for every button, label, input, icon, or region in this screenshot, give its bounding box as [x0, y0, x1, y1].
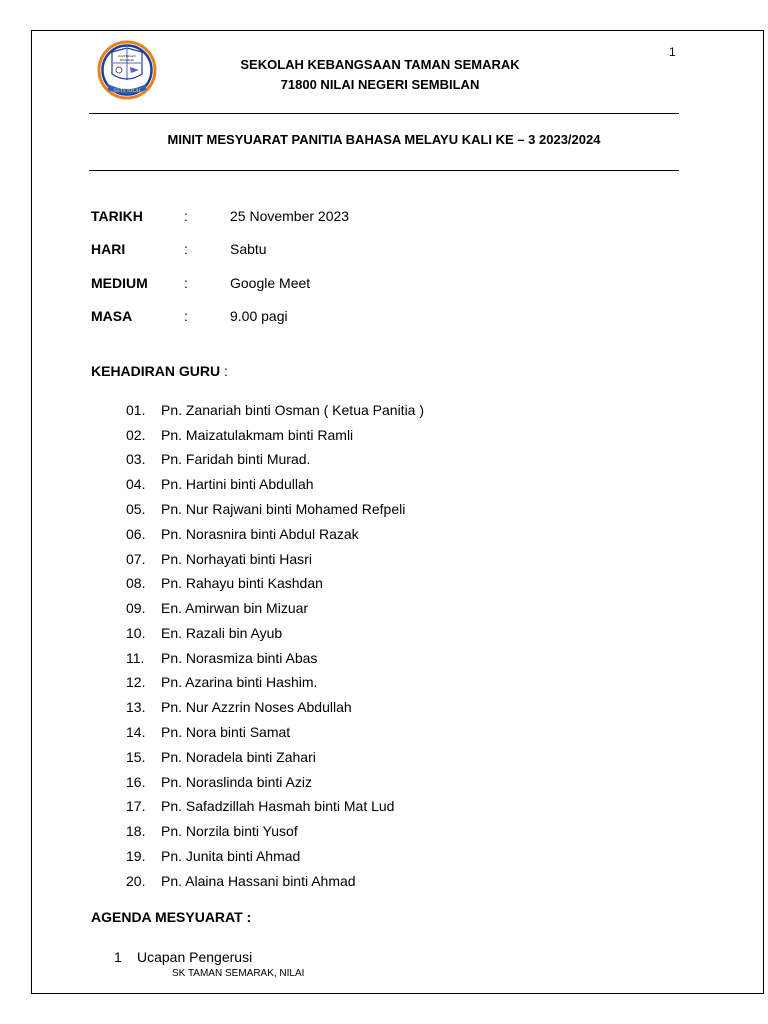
info-value-medium: Google Meet [230, 275, 311, 291]
info-label-masa: MASA [91, 308, 133, 324]
attendee-number: 04. [126, 476, 146, 492]
attendee-name: Pn. Nur Rajwani binti Mohamed Refpeli [161, 501, 406, 517]
info-label-medium: MEDIUM [91, 275, 148, 291]
attendee-number: 16. [126, 774, 146, 790]
attendance-heading-colon: : [220, 363, 228, 379]
attendee-number: 07. [126, 551, 146, 567]
logo-bottom-text: SKTS NILAI [113, 89, 141, 94]
info-label-hari: HARI [91, 241, 126, 257]
info-colon: : [184, 241, 188, 257]
attendee-name: En. Razali bin Ayub [161, 625, 283, 641]
document-title: MINIT MESYUARAT PANITIA BAHASA MELAYU KALI KE – 3 2023/2024 [167, 132, 601, 147]
attendee-number: 19. [126, 848, 146, 864]
agenda-item-number: 1 [114, 949, 122, 965]
school-address: 71800 NILAI NEGERI SEMBILAN [280, 77, 480, 92]
info-label-tarikh: TARIKH [91, 208, 143, 224]
attendee-number: 03. [126, 451, 146, 467]
header-divider-bottom [89, 170, 679, 171]
attendee-name: Pn. Norasnira binti Abdul Razak [161, 526, 359, 542]
logo-label: SEMARAK [119, 58, 135, 62]
attendee-name: Pn. Nur Azzrin Noses Abdullah [161, 699, 352, 715]
attendee-number: 06. [126, 526, 146, 542]
attendance-heading-text: KEHADIRAN GURU [91, 363, 221, 379]
attendee-number: 12. [126, 674, 146, 690]
attendee-number: 20. [126, 873, 146, 889]
attendee-number: 17. [126, 798, 146, 814]
page-number: 1 [669, 45, 676, 59]
attendee-number: 13. [126, 699, 146, 715]
attendee-name: Pn. Maizatulakmam binti Ramli [161, 427, 354, 443]
school-logo [96, 40, 158, 102]
attendee-name: Pn. Norhayati binti Hasri [161, 551, 312, 567]
header-divider-top [89, 113, 679, 114]
attendee-number: 18. [126, 823, 146, 839]
attendee-number: 11. [126, 650, 145, 666]
attendee-number: 14. [126, 724, 146, 740]
attendee-name: Pn. Safadzillah Hasmah binti Mat Lud [161, 798, 395, 814]
attendee-name: Pn. Junita binti Ahmad [161, 848, 301, 864]
attendee-number: 08. [126, 575, 146, 591]
attendee-name: Pn. Alaina Hassani binti Ahmad [161, 873, 356, 889]
attendee-number: 15. [126, 749, 146, 765]
agenda-heading: AGENDA MESYUARAT : [91, 909, 252, 925]
attendee-name: Pn. Noraslinda binti Aziz [161, 774, 312, 790]
logo-top-text: KANTASAN [118, 54, 136, 58]
attendee-number: 10. [126, 625, 146, 641]
info-colon: : [184, 275, 188, 291]
info-value-hari: Sabtu [230, 241, 267, 257]
page-footer: SK TAMAN SEMARAK, NILAI [172, 968, 305, 979]
attendee-name: Pn. Azarina binti Hashim. [161, 674, 318, 690]
attendee-name: Pn. Nora binti Samat [161, 724, 291, 740]
attendee-name: En. Amirwan bin Mizuar [161, 600, 309, 616]
attendee-name: Pn. Hartini binti Abdullah [161, 476, 314, 492]
attendee-number: 05. [126, 501, 146, 517]
attendee-name: Pn. Faridah binti Murad. [161, 451, 311, 467]
info-colon: : [184, 208, 188, 224]
attendance-heading [91, 363, 228, 379]
attendee-name: Pn. Noradela binti Zahari [161, 749, 316, 765]
attendee-name: Pn. Zanariah binti Osman ( Ketua Panitia ) [161, 402, 425, 418]
info-value-masa: 9.00 pagi [230, 308, 288, 324]
info-value-tarikh: 25 November 2023 [230, 208, 350, 224]
attendee-name: Pn. Rahayu binti Kashdan [161, 575, 323, 591]
attendee-name: Pn. Norzila binti Yusof [161, 823, 298, 839]
attendee-number: 02. [126, 427, 146, 443]
school-name: SEKOLAH KEBANGSAAN TAMAN SEMARAK [240, 57, 520, 72]
agenda-item-text: Ucapan Pengerusi [137, 949, 253, 965]
attendee-name: Pn. Norasmiza binti Abas [161, 650, 318, 666]
attendee-number: 09. [126, 600, 146, 616]
attendee-number: 01. [126, 402, 146, 418]
info-colon: : [184, 308, 188, 324]
